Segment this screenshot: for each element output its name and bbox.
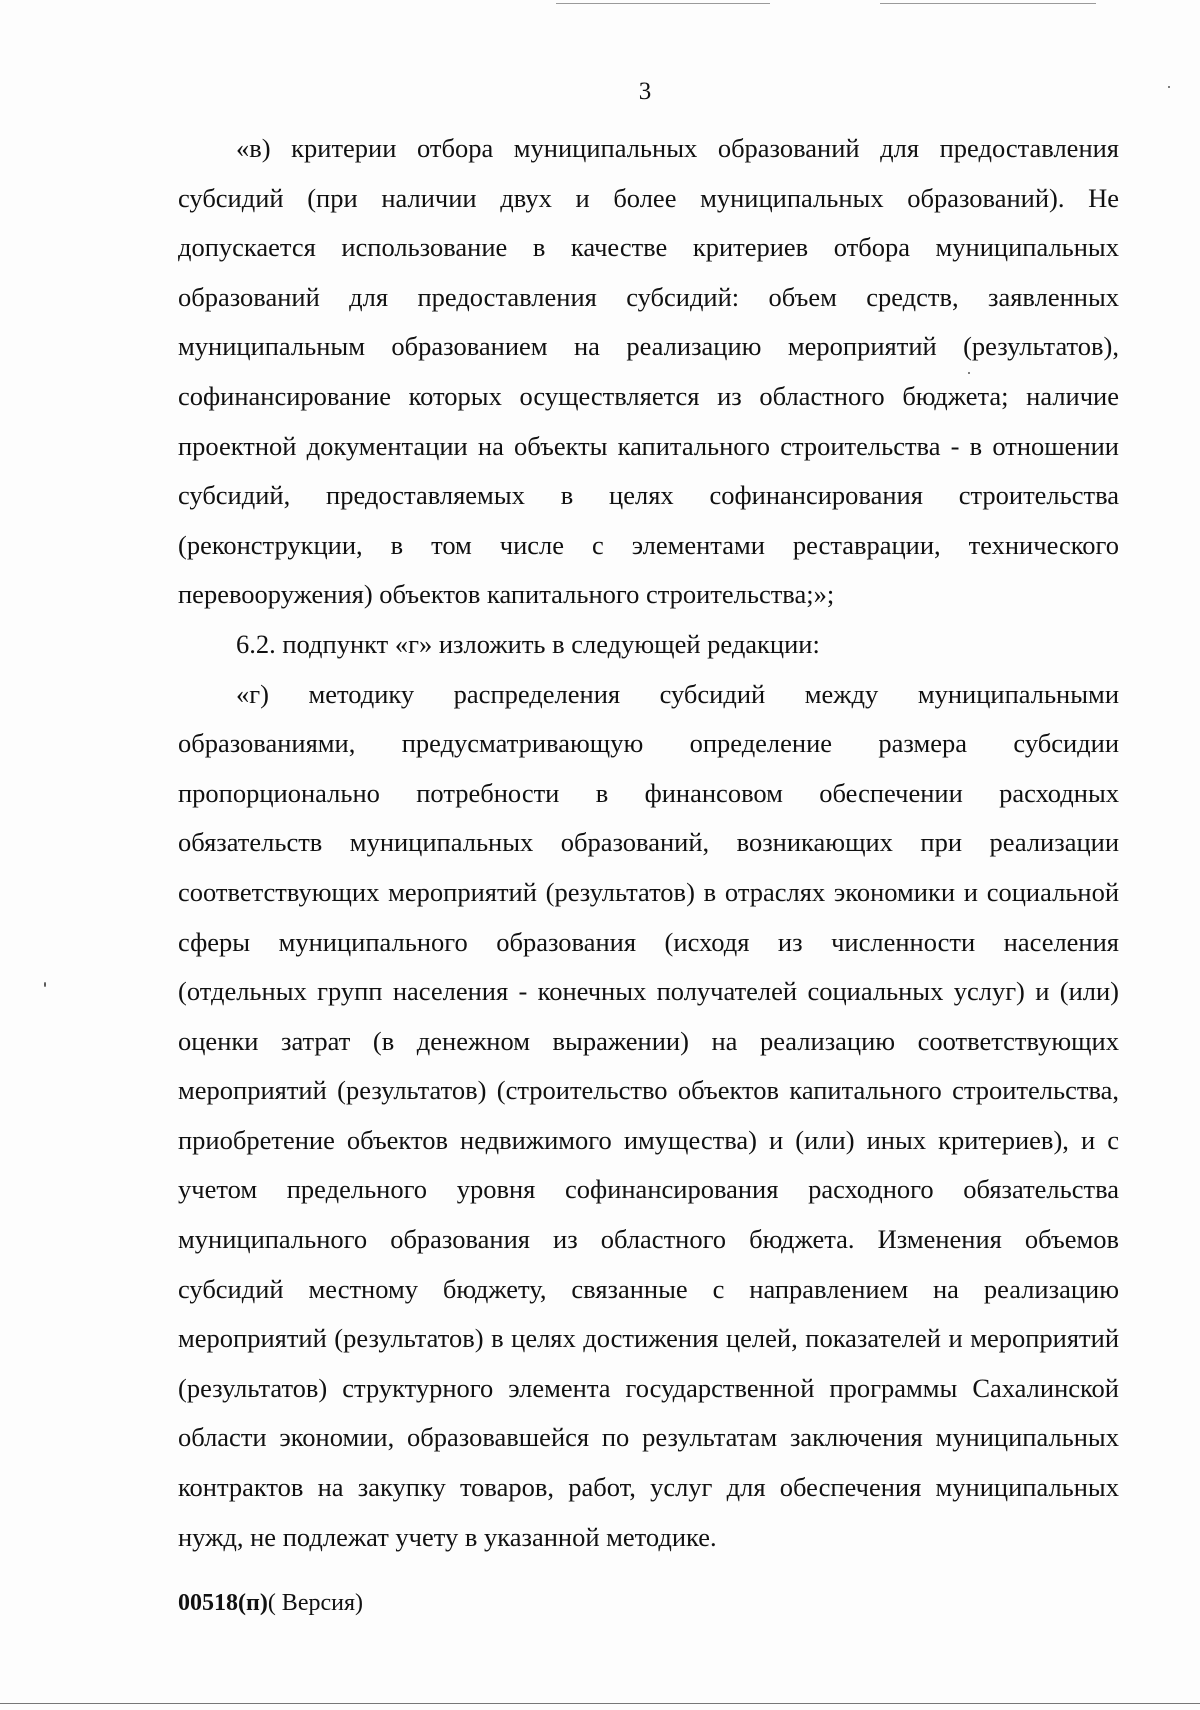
scan-speck <box>1168 86 1170 88</box>
document-code: 00518(п) <box>178 1590 268 1616</box>
scan-edge-line-bottom <box>0 1703 1200 1704</box>
scan-edge-gap <box>770 2 880 5</box>
paragraph-criteria: «в) критерии отбора муниципальных образований для предоставления субсидий (при наличии двух и более муниципальных образований). Не допускается использование в качестве критериев отбора муниципальных образований для предоставления субсидий: объем средств, заявленных муниципальным образованием на реализацию мероприятий (результатов), софинансирование которых осуществляется из областного бюджета; наличие проектной документации на объекты капитального строительства - в отношении субсидий, предоставляемых в целях софинансирования строительства (реконструкции, в том числе с элементами реставрации, технического перевооружения) объектов капитального строительства;»; <box>178 133 1119 610</box>
paragraph-subclause-6-2: 6.2. подпункт «г» изложить в следующей редакции: <box>236 628 820 659</box>
page-number: 3 <box>638 78 652 105</box>
scan-speck <box>44 982 46 987</box>
document-version: ( Версия) <box>267 1590 363 1616</box>
document-body <box>178 124 1119 1562</box>
document-footer <box>178 1590 363 1617</box>
paragraph-methodology: «г) методику распределения субсидий между муниципальными образованиями, предусматривающую определение размера субсидии пропорционально потребности в финансовом обеспечении расходных обязательств муниципальных образований, возникающих при реализации соответствующих мероприятий (результатов) в отраслях экономики и социальной сферы муниципального образования (исходя из численности населения (отдельных групп населения - конечных получателей социальных услуг) и (или) оценки затрат (в денежном выражении) на реализацию соответствующих мероприятий (результатов) (строительство объектов капитального строительства, приобретение объектов недвижимого имущества) и (или) иных критериев), и с учетом предельного уровня софинансирования расходного обязательства муниципального образования из областного бюджета. Изменения объемов субсидий местному бюджету, связанные с направлением на реализацию мероприятий (результатов) в целях достижения целей, показателей и мероприятий (результатов) структурного элемента государственной программы Сахалинской области экономии, образовавшейся по результатам заключения муниципальных контрактов на закупку товаров, работ, услуг для обеспечения муниципальных нужд, не подлежат учету в указанной методике. <box>178 678 1119 1552</box>
scan-speck <box>968 372 970 374</box>
